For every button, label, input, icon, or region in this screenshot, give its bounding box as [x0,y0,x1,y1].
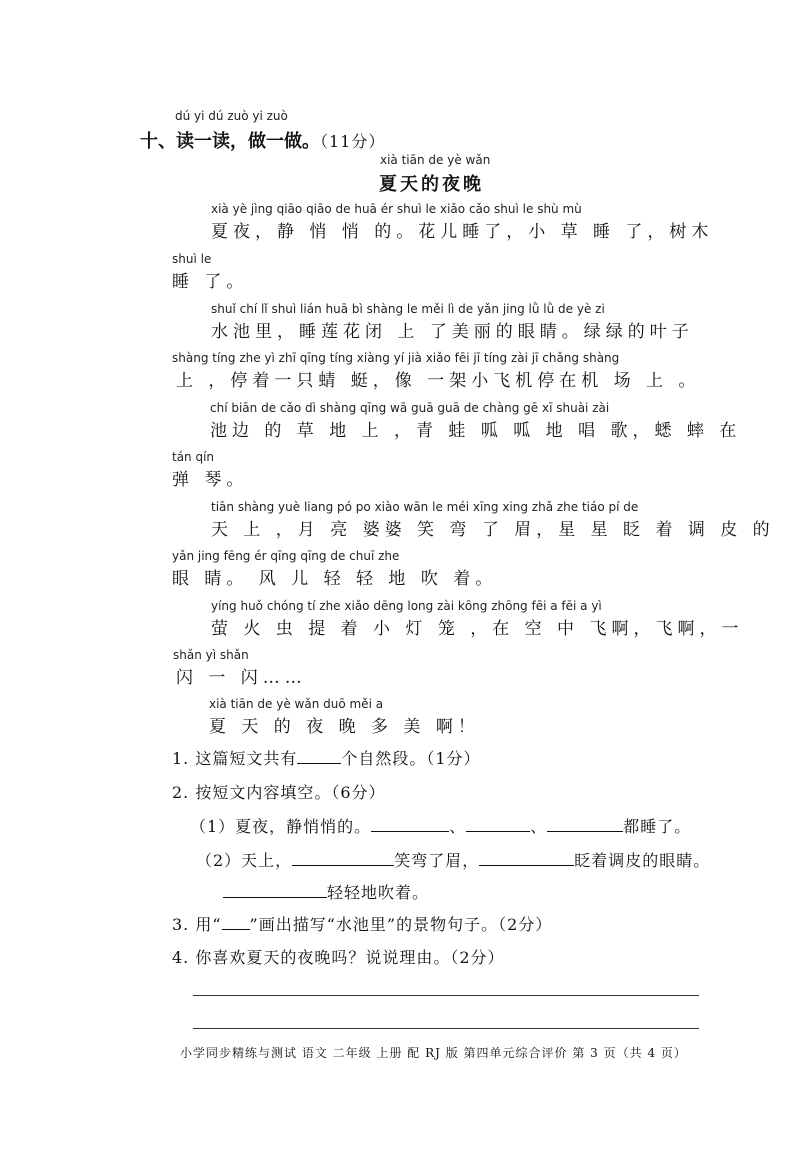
question-text: 轻轻地吹着。 [327,883,430,902]
poem-line: 弹 琴。 [172,470,249,490]
question-text: 眨着调皮的眼睛。 [574,851,711,870]
section-heading [140,127,385,153]
poem-line-pinyin: shuì le [172,252,212,266]
poem-line-pinyin: shàng tíng zhe yì zhī qīng tíng xiàng yí jià xiǎo fēi jī tíng zài jī chǎng shàng [172,351,620,365]
poem-line-pinyin: xià tiān de yè wǎn duō měi a [209,697,384,711]
poem-line-pinyin: chí biān de cǎo dì shàng qīng wā guā guā de chàng gē xī shuài zài [210,401,610,415]
poem-line: 睡 了。 [172,272,249,292]
question-2-1 [190,814,691,837]
question-2-2 [196,848,710,871]
question-text: 笑弯了眉， [394,851,480,870]
page-footer: 小学同步精练与测试 语文 二年级 上册 配 RJ 版 第四单元综合评价 第 3 页（共 4 页） [180,1046,687,1060]
section-score: （11分） [320,132,386,151]
section-pinyin: dú yi dú zuò yi zuò [175,109,288,123]
question-text: 3. 用“ [172,915,222,934]
question-text: 、 [449,817,467,836]
poem-line-pinyin: tiān shàng yuè liang pó po xiào wān le méi xīng xing zhǎ zhe tiáo pí de [211,500,639,514]
question-text: （2）天上， [196,851,293,870]
question-text: ”画出描写“水池里”的景物句子。（2分） [249,915,553,934]
poem-line-pinyin: shuǐ chí lǐ shuì lián huā bì shàng le měi lì de yǎn jing lǜ lǜ de yè zi [211,302,605,316]
answer-blank[interactable] [466,817,530,832]
poem-line: 天 上 ，月 亮 婆婆 笑 弯 了 眉，星 星 眨 着 调 皮 的 [211,520,775,540]
poem-line: 眼 睛。 风 儿 轻 轻 地 吹 着。 [172,569,498,589]
poem-line-pinyin: shǎn yì shǎn [173,648,249,662]
question-4: 4. 你喜欢夏天的夜晚吗？说说理由。（2分） [172,948,505,967]
poem-line: 上 ，停着一只蜻 蜓，像 一架小飞机停在机 场 上 。 [176,371,701,391]
answer-blank[interactable] [371,817,449,832]
question-1 [172,746,481,769]
question-2-3 [223,880,429,903]
answer-blank[interactable] [547,817,623,832]
poem-line-pinyin: xià yè jìng qiāo qiāo de huā ér shuì le xiǎo cǎo shuì le shù mù [211,202,582,216]
question-text: 个自然段。（1分） [341,749,481,768]
underline-sample [222,915,250,930]
question-text: （1）夏夜，静悄悄的。 [190,817,372,836]
question-3 [172,912,552,935]
answer-blank[interactable] [223,883,327,898]
title-pinyin: xià tiān de yè wǎn [380,153,491,167]
poem-line: 萤 火 虫 提 着 小 灯 笼 ，在 空 中 飞啊，飞啊，一 [211,619,744,639]
question-text: 都睡了。 [623,817,692,836]
poem-line: 池边 的 草 地 上 ，青 蛙 呱 呱 地 唱 歌，蟋 蟀 在 [210,421,742,441]
poem-title: 夏天的夜晚 [379,174,484,195]
poem-line: 闪 一 闪…… [176,668,307,688]
question-text: 1. 这篇短文共有 [172,749,298,768]
poem-line: 夏 天 的 夜 晚 多 美 啊！ [209,717,480,737]
poem-line-pinyin: yǎn jing fēng ér qīng qīng de chuī zhe [172,549,400,563]
poem-line-pinyin: tán qín [172,450,215,464]
question-2: 2. 按短文内容填空。（6分） [172,783,386,802]
answer-line[interactable] [193,995,699,996]
answer-line[interactable] [193,1028,699,1029]
poem-line: 水池里，睡莲花闭 上 了美丽的眼睛。绿绿的叶子 [211,322,694,342]
answer-blank[interactable] [479,851,574,866]
poem-line-pinyin: yíng huǒ chóng tí zhe xiǎo dēng long zài kōng zhōng fēi a fēi a yì [211,599,602,613]
section-title: 十、读一读，做一做。 [140,131,320,152]
poem-line: 夏夜，静 悄 悄 的。花儿睡了，小 草 睡 了，树木 [211,222,714,242]
answer-blank[interactable] [297,749,341,764]
answer-blank[interactable] [292,851,394,866]
question-text: 、 [530,817,548,836]
